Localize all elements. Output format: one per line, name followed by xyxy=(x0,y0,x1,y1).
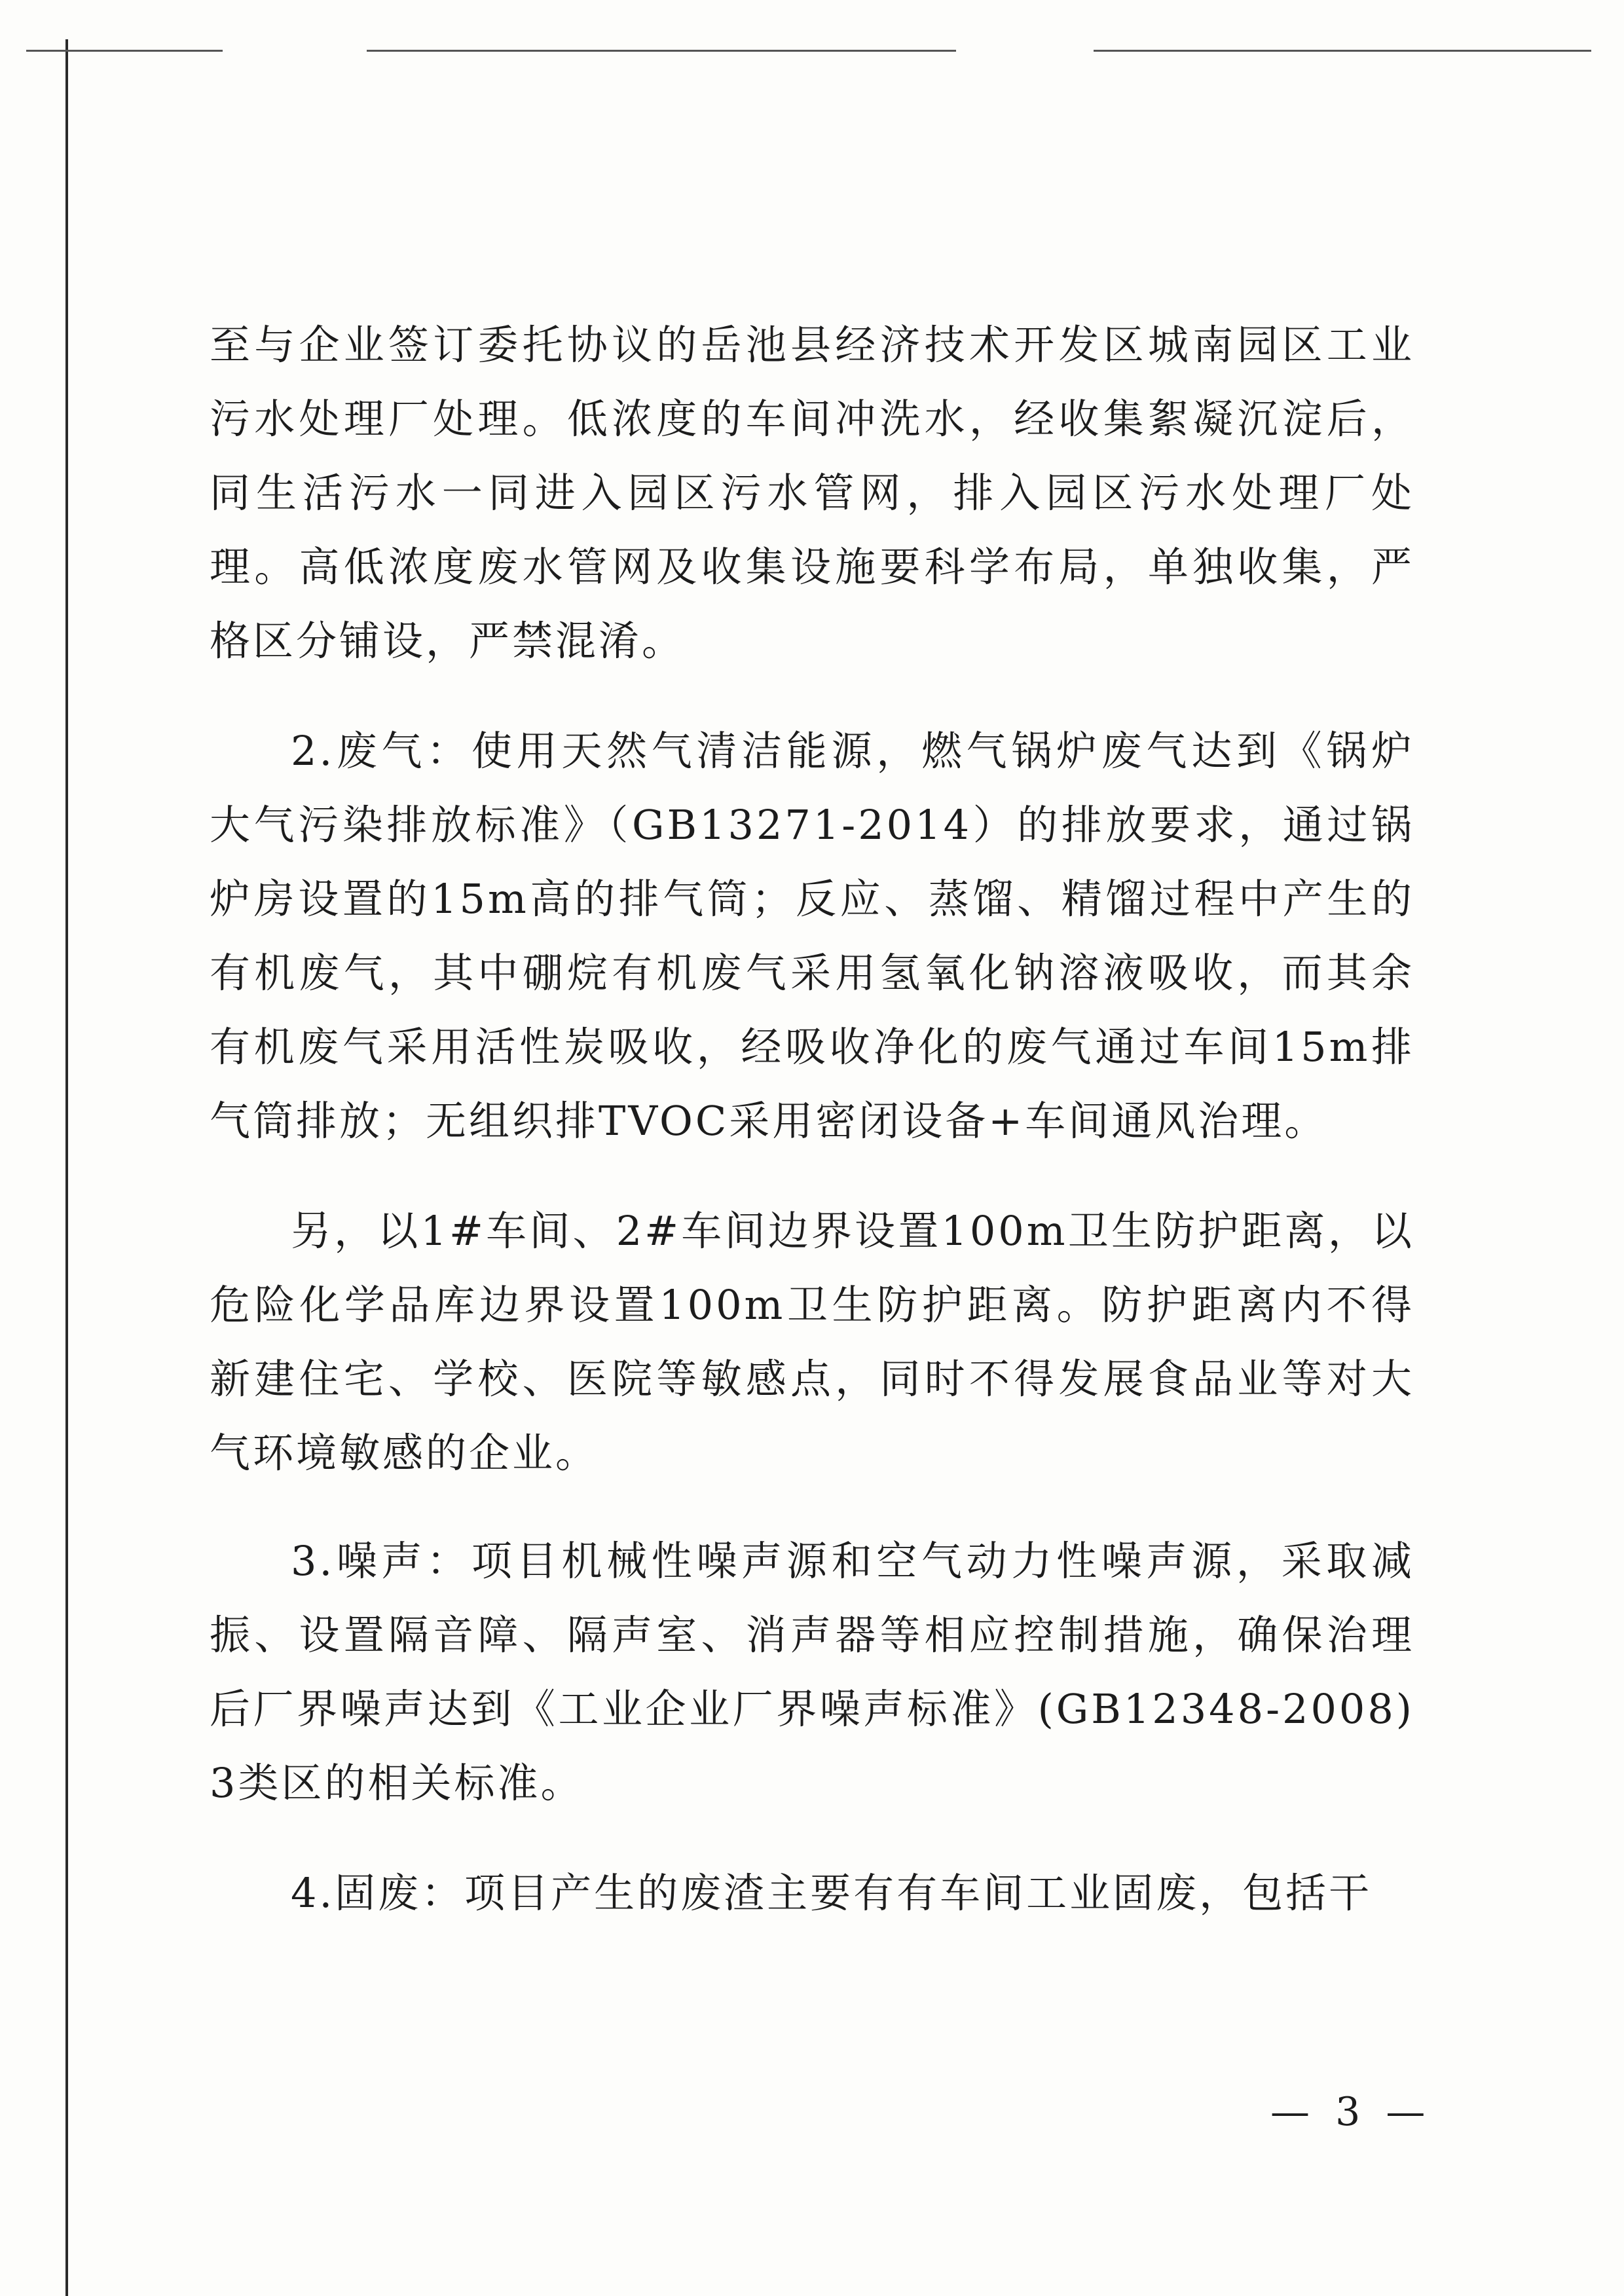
paragraph-noise: 3.噪声：项目机械性噪声源和空气动力性噪声源，采取减振、设置隔音障、隔声室、消声器等相应控制措施，确保治理后厂界噪声达到《工业企业厂界噪声标准》(GB12348-2008)3类区的相关标准。 xyxy=(210,1537,1414,1807)
header-rule xyxy=(1094,50,1591,52)
header-rule xyxy=(367,50,956,52)
paragraph-exhaust-gas: 2.废气：使用天然气清洁能源，燃气锅炉废气达到《锅炉大气污染排放标准》（GB13271-2014）的排放要求，通过锅炉房设置的15m高的排气筒；反应、蒸馏、精馏过程中产生的有机废气，其中硼烷有机废气采用氢氧化钠溶液吸收，而其余有机废气采用活性炭吸收，经吸收净化的废气通过车间15m排气筒排放；无组织排TVOC采用密闭设备+车间通风治理。 xyxy=(210,727,1414,1145)
paragraph-wastewater-continued: 至与企业签订委托协议的岳池县经济技术开发区城南园区工业污水处理厂处理。低浓度的车间冲洗水，经收集絮凝沉淀后，同生活污水一同进入园区污水管网，排入园区污水处理厂处理。高低浓度废水管网及收集设施要科学布局，单独收集，严格区分铺设，严禁混淆。 xyxy=(210,321,1414,665)
header-rule xyxy=(26,50,223,52)
page-number: — 3 — xyxy=(1270,2089,1432,2135)
document-body xyxy=(210,308,1414,1930)
paragraph-protection-distance: 另，以1#车间、2#车间边界设置100m卫生防护距离，以危险化学品库边界设置100m卫生防护距离。防护距离内不得新建住宅、学校、医院等敏感点，同时不得发展食品业等对大气环境敏感的企业。 xyxy=(210,1207,1414,1477)
paragraph-solid-waste: 4.固废：项目产生的废渣主要有有车间工业固废，包括干 xyxy=(291,1869,1373,1917)
binding-margin-line xyxy=(65,39,68,2296)
